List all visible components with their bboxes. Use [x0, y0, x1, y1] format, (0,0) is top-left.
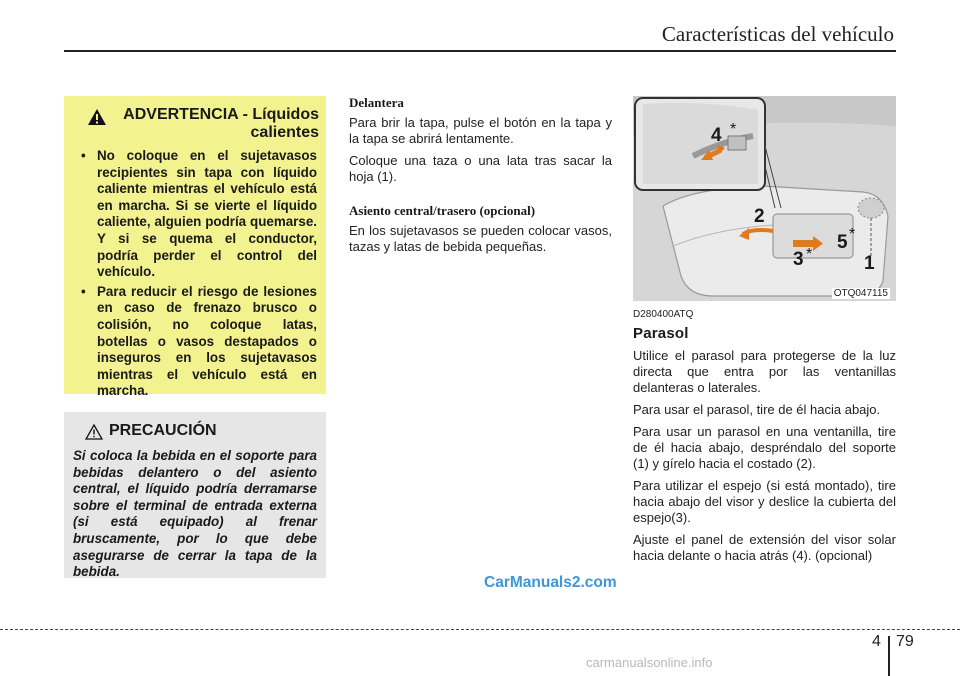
sunvisor-figure — [633, 96, 896, 301]
figure-code: OTQ047115 — [833, 288, 888, 299]
sunvisor-paragraph: Ajuste el panel de extensión del visor solar hacia delante o hacia atrás (4). (opcional) — [633, 532, 896, 563]
warning-triangle-icon — [87, 108, 107, 126]
sunvisor-paragraph: Para usar el parasol, tire de él hacia abajo. — [633, 402, 881, 417]
warning-title — [113, 106, 319, 142]
warning-box — [64, 96, 326, 399]
watermark-link[interactable]: CarManuals2.com — [484, 574, 617, 591]
front-heading: Delantera — [349, 95, 404, 110]
sunvisor-paragraph: Para utilizar el espejo (si está montado), tire hacia abajo del visor y deslice la cubierta del espejo(3). — [633, 478, 896, 525]
callout-4-asterisk: * — [730, 121, 737, 138]
caution-triangle-icon — [85, 424, 103, 440]
sunvisor-paragraph: Utilice el parasol para protegerse de la luz directa que entra por las ventanillas delanteras o laterales. — [633, 348, 896, 395]
chapter-number: 4 — [872, 633, 881, 650]
middle-column — [349, 95, 612, 261]
caution-heading — [73, 420, 317, 444]
rear-heading: Asiento central/trasero (opcional) — [349, 203, 536, 218]
sunvisor-paragraph: Para usar un parasol en una ventanilla, tire de él hacia abajo, despréndalo del soporte (1) y gírelo hacia el costado (2). — [633, 424, 896, 471]
caution-box — [64, 412, 326, 578]
front-paragraph-2: Coloque una taza o una lata tras sacar la hoja (1). — [349, 153, 612, 184]
sunvisor-illustration — [633, 96, 896, 301]
footer-rule — [0, 629, 960, 630]
caution-title: PRECAUCIÓN — [109, 422, 217, 439]
page-number-separator — [888, 636, 890, 676]
section-title: Parasol — [633, 325, 689, 342]
callout-4: 4 — [711, 125, 722, 146]
warning-heading — [73, 104, 317, 146]
callout-2: 2 — [754, 206, 765, 227]
callout-5: 5 — [837, 232, 848, 253]
callout-3-asterisk: * — [806, 246, 813, 263]
footer-site: carmanualsonline.info — [586, 655, 713, 670]
rear-paragraph-1: En los sujetavasos se pueden colocar vasos, tazas y latas de bebida pequeñas. — [349, 223, 612, 254]
callout-1: 1 — [864, 253, 875, 274]
warning-title-main: ADVERTENCIA - — [123, 106, 253, 123]
page-number: 79 — [896, 633, 914, 650]
front-paragraph-1: Para brir la tapa, pulse el botón en la tapa y la tapa se abrirá lentamente. — [349, 115, 612, 146]
caution-text: Si coloca la bebida en el soporte para bebidas delantero o del asiento central, el líquido podría derramarse sobre el terminal de entrada externa (si está equipado) al frenar bruscamente, por lo que debe asegurarse de cerrar la tapa de la bebida. — [73, 448, 317, 580]
page-header-title: Características del vehículo — [661, 22, 894, 46]
right-column — [633, 309, 896, 570]
warning-list — [73, 148, 317, 400]
callout-3: 3 — [793, 249, 804, 270]
warning-item: • No coloque en el sujetavasos recipientes sin tapa con líquido caliente mientras el vehículo está en marcha. Si se vierte el líquido caliente, alguien podría quemarse. Y si se quema el conductor, podría perder el control del vehículo. — [73, 148, 317, 281]
callout-5-asterisk: * — [849, 226, 856, 243]
warning-item: • Para reducir el riesgo de lesiones en caso de frenazo brusco o colisión, no coloque latas, botellas o vasos destapados o inseguros en los sujetavasos mientras el vehículo está en marcha. — [73, 284, 317, 400]
warning-title-sub: Líquidos calientes — [250, 106, 319, 141]
section-code: D280400ATQ — [633, 309, 694, 320]
header-rule — [64, 50, 896, 52]
